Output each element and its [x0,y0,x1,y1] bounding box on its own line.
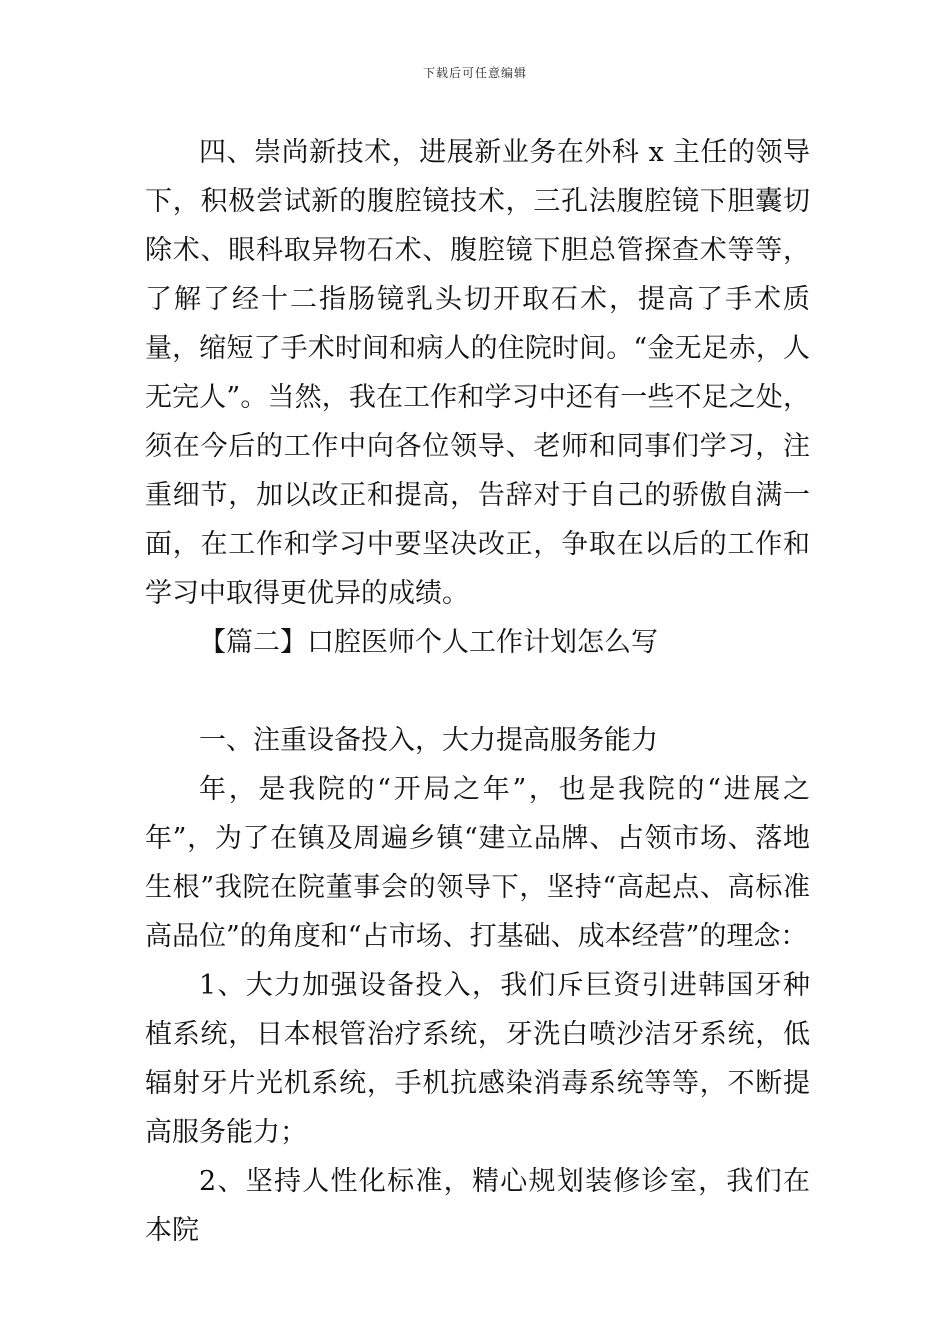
sub-heading: 一、注重设备投入，大力提高服务能力 [199,725,658,756]
paragraph-renovation: 2、坚持人性化标准，精心规划装修诊室，我们在本院 [145,1166,810,1246]
paragraph-technology: 四、崇尚新技术，进展新业务在外科 x 主任的领导下，积极尝试新的腹腔镜技术，三孔法腹腔镜下胆囊切除术、眼科取异物石术、腹腔镜下胆总管探查术等等，了解了经十二指肠镜乳头切开取石术，提高了手术质量，缩短了手术时间和病人的住院时间。“金无足赤，人无完人”。当然，我在工作和学习中还有一些不足之处，须在今后的工作中向各位领导、老师和同事们学习，注重细节，加以改正和提高，告辞对于自己的骄傲自满一面，在工作和学习中要坚决改正，争取在以后的工作和学习中取得更优异的成绩。 [145,137,810,609]
paragraph-intro: 年，是我院的“开局之年”，也是我院的“进展之年”，为了在镇及周遍乡镇“建立品牌、占领市场、落地生根”我院在院董事会的领导下，坚持“高起点、高标准高品位”的角度和“占市场、打基础、成本经营”的理念： [145,774,810,952]
section-title: 【篇二】口腔医师个人工作计划怎么写 [199,627,658,658]
paragraph-equipment: 1、大力加强设备投入，我们斥巨资引进韩国牙种植系统，日本根管治疗系统，牙洗白喷沙洁牙系统，低辐射牙片光机系统，手机抗感染消毒系统等等，不断提高服务能力； [145,970,810,1148]
page-header: 下载后可任意编辑 [422,66,527,80]
blank-line [145,667,810,716]
document-body [145,128,810,1255]
